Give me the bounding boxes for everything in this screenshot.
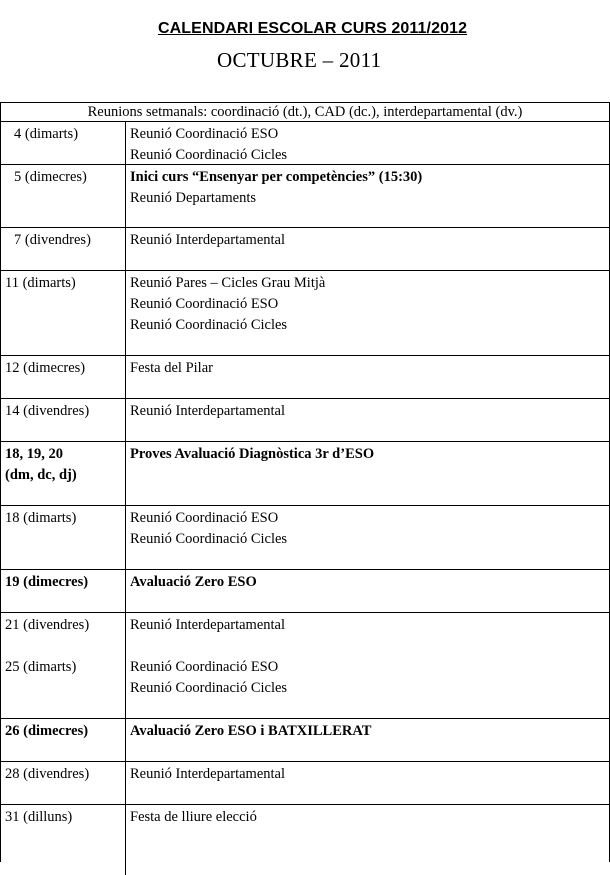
events-cell: [126, 719, 609, 761]
date-text: 21 (divendres): [5, 617, 90, 633]
date-text: 4 (dimarts): [14, 126, 79, 142]
date-text: 12 (dimecres): [5, 360, 86, 376]
event-text: Festa de lliure elecció: [130, 809, 257, 825]
date-cell: [1, 805, 126, 875]
date-cell: [1, 613, 126, 718]
table-row: [1, 441, 609, 505]
events-cell: [126, 805, 609, 875]
date-cell: [1, 228, 126, 270]
table-row: [1, 505, 609, 569]
date-cell: [1, 506, 126, 569]
event-text: Reunió Coordinació ESO: [130, 510, 279, 526]
events-cell: [126, 399, 609, 441]
table-row: [1, 121, 609, 164]
date-text: 31 (dilluns): [5, 809, 73, 825]
event-text: Reunió Coordinació Cicles: [130, 680, 288, 696]
event-text: Reunió Coordinació ESO: [130, 296, 279, 312]
events-cell: [126, 165, 609, 227]
date-cell: [1, 719, 126, 761]
date-text: 18, 19, 20: [5, 446, 63, 462]
table-row: [1, 227, 609, 270]
events-cell: [126, 122, 609, 164]
event-text: Reunió Interdepartamental: [130, 232, 286, 248]
date-cell: [1, 165, 126, 227]
date-cell: [1, 271, 126, 355]
date-cell: [1, 570, 126, 612]
events-cell: [126, 356, 609, 398]
event-text: Inici curs “Ensenyar per competències” (15:30): [130, 169, 423, 185]
date-cell: [1, 442, 126, 505]
event-text: Avaluació Zero ESO i BATXILLERAT: [130, 723, 372, 739]
date-text: 11 (dimarts): [5, 275, 76, 291]
table-row: [1, 612, 609, 718]
events-cell: [126, 506, 609, 569]
event-text: Reunió Coordinació Cicles: [130, 317, 288, 333]
table-header: Reunions setmanals: coordinació (dt.), CAD (dc.), interdepartamental (dv.): [87, 104, 523, 120]
table-row: [1, 355, 609, 398]
date-text: 7 (divendres): [14, 232, 91, 248]
date-text: 5 (dimecres): [14, 169, 87, 185]
date-cell: [1, 122, 126, 164]
event-text: Reunió Interdepartamental: [130, 403, 286, 419]
event-text: Reunió Pares – Cicles Grau Mitjà: [130, 275, 326, 291]
event-text: Reunió Coordinació ESO: [130, 659, 279, 675]
date-cell: [1, 399, 126, 441]
events-cell: [126, 442, 609, 505]
event-text: Reunió Interdepartamental: [130, 766, 286, 782]
table-row: [1, 398, 609, 441]
document-title: CALENDARI ESCOLAR CURS 2011/2012: [158, 20, 468, 37]
table-row: [1, 804, 609, 875]
event-text: Reunió Coordinació ESO: [130, 126, 279, 142]
event-text: Festa del Pilar: [130, 360, 213, 376]
table-row: [1, 718, 609, 761]
event-text: Proves Avaluació Diagnòstica 3r d’ESO: [130, 446, 375, 462]
event-text: Avaluació Zero ESO: [130, 574, 257, 590]
table-row: [1, 569, 609, 612]
date-text: (dm, dc, dj): [5, 467, 77, 483]
table-row: [1, 761, 609, 804]
date-text: 19 (dimecres): [5, 574, 89, 590]
date-cell: [1, 762, 126, 804]
events-cell: [126, 228, 609, 270]
events-cell: [126, 762, 609, 804]
month-subtitle: OCTUBRE – 2011: [217, 48, 382, 72]
date-text: 14 (divendres): [5, 403, 90, 419]
date-text: 18 (dimarts): [5, 510, 77, 526]
date-text: 25 (dimarts): [5, 659, 77, 675]
calendar-table: [0, 102, 610, 862]
events-cell: [126, 271, 609, 355]
events-cell: [126, 613, 609, 718]
date-text: 26 (dimecres): [5, 723, 89, 739]
date-text: 28 (divendres): [5, 766, 90, 782]
events-cell: [126, 570, 609, 612]
event-text: Reunió Coordinació Cicles: [130, 531, 288, 547]
table-row: [1, 164, 609, 227]
event-text: Reunió Interdepartamental: [130, 617, 286, 633]
event-text: Reunió Departaments: [130, 190, 257, 206]
event-text: Reunió Coordinació Cicles: [130, 147, 288, 163]
date-cell: [1, 356, 126, 398]
table-row: [1, 270, 609, 355]
